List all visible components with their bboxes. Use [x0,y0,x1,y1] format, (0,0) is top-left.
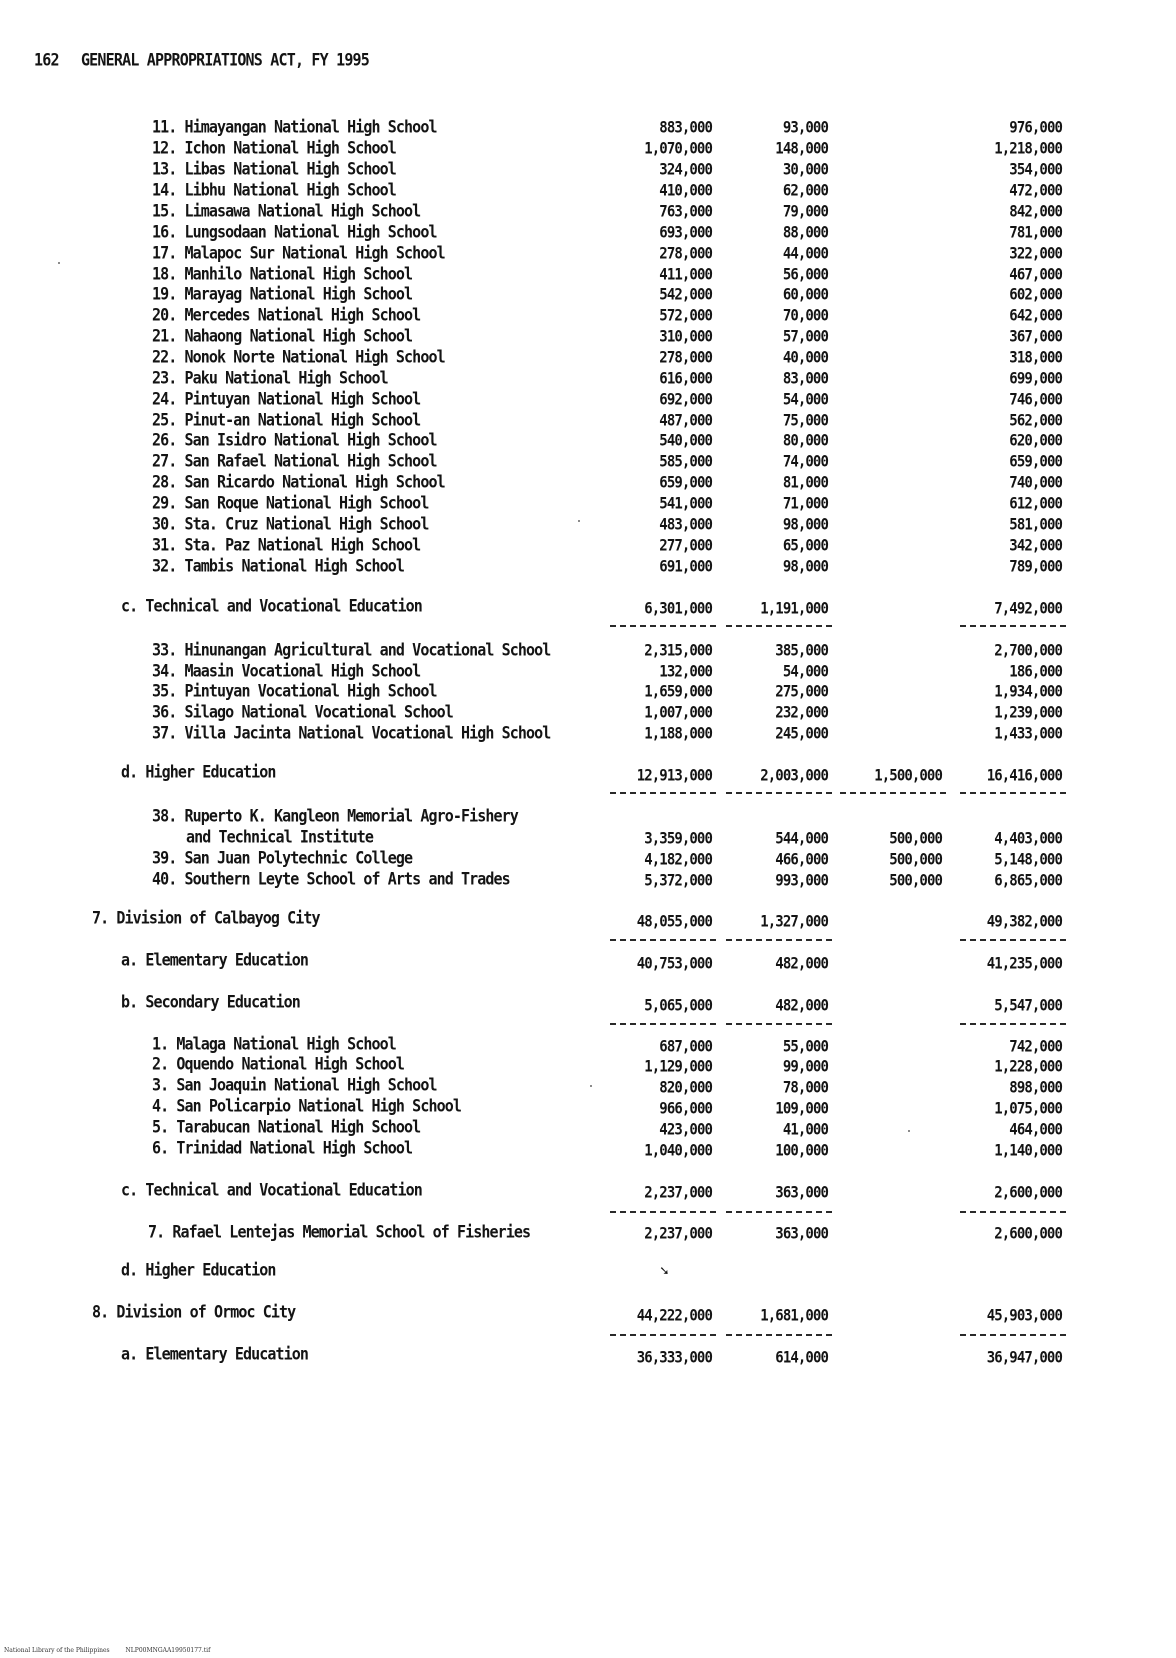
amount-cell: 44,000 [782,245,828,263]
amount-cell: 7,492,000 [994,600,1062,618]
amount-cell: 278,000 [659,349,712,367]
amount-cell: 6,865,000 [994,872,1062,890]
amount-cell: 363,000 [775,1225,828,1243]
row-label: b. Secondary Education [121,992,300,1013]
amount-cell: 487,000 [659,412,712,430]
amount-cell: 81,000 [782,474,828,492]
row-label: 40. Southern Leyte School of Arts and Trades [152,869,510,890]
amount-cell: 83,000 [782,370,828,388]
row-label: 31. Sta. Paz National High School [152,535,421,556]
amount-cell: 781,000 [1009,224,1062,242]
amount-cell: 36,947,000 [986,1349,1062,1367]
amount-cell: 740,000 [1009,474,1062,492]
amount-cell: 541,000 [659,495,712,513]
row-label: 11. Himayangan National High School [152,117,437,138]
row-label: 6. Trinidad National High School [152,1138,413,1159]
page-number: 162 [34,50,59,71]
row-label: a. Elementary Education [121,1344,309,1365]
amount-cell: 542,000 [659,286,712,304]
amount-cell: 363,000 [775,1184,828,1202]
scan-speck [58,262,60,264]
amount-cell: 100,000 [775,1142,828,1160]
row-label: 8. Division of Ormoc City [92,1302,296,1323]
row-label: 30. Sta. Cruz National High School [152,514,429,535]
amount-cell: 5,148,000 [994,851,1062,869]
amount-cell: 692,000 [659,391,712,409]
row-label: and Technical Institute [186,827,374,848]
amount-cell: 540,000 [659,432,712,450]
subtotal-rule [960,1023,1066,1025]
amount-cell: 500,000 [889,851,942,869]
row-label: 23. Paku National High School [152,368,388,389]
amount-cell: 1,070,000 [644,140,712,158]
row-label: d. Higher Education [121,762,276,783]
subtotal-rule [960,1211,1066,1213]
amount-cell: 132,000 [659,663,712,681]
scan-speck [578,520,580,522]
amount-cell: 1,500,000 [874,767,942,785]
row-label: 17. Malapoc Sur National High School [152,243,445,264]
amount-cell: 659,000 [659,474,712,492]
amount-cell: 1,075,000 [994,1100,1062,1118]
amount-cell: 687,000 [659,1038,712,1056]
amount-cell: 2,600,000 [994,1225,1062,1243]
amount-cell: 612,000 [1009,495,1062,513]
amount-cell: 614,000 [775,1349,828,1367]
amount-cell: 500,000 [889,830,942,848]
row-label: 28. San Ricardo National High School [152,472,445,493]
amount-cell: 466,000 [775,851,828,869]
amount-cell: 820,000 [659,1079,712,1097]
amount-cell: 482,000 [775,997,828,1015]
amount-cell: 1,218,000 [994,140,1062,158]
amount-cell: 482,000 [775,955,828,973]
amount-cell: 88,000 [782,224,828,242]
row-label: 20. Mercedes National High School [152,305,421,326]
row-label: 5. Tarabucan National High School [152,1117,421,1138]
row-label: 7. Rafael Lentejas Memorial School of Fisheries [148,1222,531,1243]
amount-cell: 55,000 [782,1038,828,1056]
amount-cell: 6,301,000 [644,600,712,618]
amount-cell: 483,000 [659,516,712,534]
amount-cell: 65,000 [782,537,828,555]
amount-cell: 12,913,000 [636,767,712,785]
amount-cell: 410,000 [659,182,712,200]
amount-cell: 699,000 [1009,370,1062,388]
amount-cell: 1,659,000 [644,683,712,701]
amount-cell: 148,000 [775,140,828,158]
amount-cell: 186,000 [1009,663,1062,681]
amount-cell: 4,182,000 [644,851,712,869]
amount-cell: 98,000 [782,558,828,576]
amount-cell: 41,235,000 [986,955,1062,973]
subtotal-rule [610,1023,716,1025]
amount-cell: 572,000 [659,307,712,325]
amount-cell: 40,000 [782,349,828,367]
amount-cell: 2,003,000 [760,767,828,785]
subtotal-rule [960,625,1066,627]
subtotal-rule [960,939,1066,941]
amount-cell: 693,000 [659,224,712,242]
amount-cell: 883,000 [659,119,712,137]
amount-cell: 44,222,000 [636,1307,712,1325]
amount-cell: 2,237,000 [644,1225,712,1243]
amount-cell: 500,000 [889,872,942,890]
amount-cell: 2,700,000 [994,642,1062,660]
amount-cell: 232,000 [775,704,828,722]
amount-cell: 56,000 [782,266,828,284]
row-label: 32. Tambis National High School [152,556,405,577]
amount-cell: 310,000 [659,328,712,346]
row-label: 2. Oquendo National High School [152,1054,405,1075]
row-label: 35. Pintuyan Vocational High School [152,681,437,702]
amount-cell: 16,416,000 [986,767,1062,785]
subtotal-rule [726,792,832,794]
amount-cell: 36,333,000 [636,1349,712,1367]
amount-cell: 581,000 [1009,516,1062,534]
footer-file: NLP00MNGAA19950177.tif [125,1647,211,1654]
amount-cell: 691,000 [659,558,712,576]
amount-cell: 585,000 [659,453,712,471]
subtotal-rule [726,1334,832,1336]
amount-cell: 40,753,000 [636,955,712,973]
amount-cell: 993,000 [775,872,828,890]
row-label: 39. San Juan Polytechnic College [152,848,413,869]
amount-cell: 278,000 [659,245,712,263]
amount-cell: 602,000 [1009,286,1062,304]
subtotal-rule [840,792,946,794]
amount-cell: 1,934,000 [994,683,1062,701]
amount-cell: 642,000 [1009,307,1062,325]
row-label: 29. San Roque National High School [152,493,429,514]
subtotal-rule [960,792,1066,794]
amount-cell: 48,055,000 [636,913,712,931]
row-label: 27. San Rafael National High School [152,451,437,472]
row-label: 38. Ruperto K. Kangleon Memorial Agro-Fishery [152,806,518,827]
amount-cell: 423,000 [659,1121,712,1139]
amount-cell: 71,000 [782,495,828,513]
amount-cell: 354,000 [1009,161,1062,179]
amount-cell: 1,040,000 [644,1142,712,1160]
amount-cell: 789,000 [1009,558,1062,576]
row-label: 21. Nahaong National High School [152,326,413,347]
amount-cell: 1,681,000 [760,1307,828,1325]
document-title: GENERAL APPROPRIATIONS ACT, FY 1995 [80,50,370,71]
amount-cell: 2,237,000 [644,1184,712,1202]
amount-cell: 1,140,000 [994,1142,1062,1160]
amount-cell: 976,000 [1009,119,1062,137]
amount-cell: 322,000 [1009,245,1062,263]
scan-speck [590,1085,592,1087]
amount-cell: 3,359,000 [644,830,712,848]
page-header [34,50,369,70]
row-label: 1. Malaga National High School [152,1034,396,1055]
amount-cell: 54,000 [782,663,828,681]
amount-cell: 45,903,000 [986,1307,1062,1325]
amount-cell: 5,372,000 [644,872,712,890]
row-label: 15. Limasawa National High School [152,201,421,222]
amount-cell: 1,239,000 [994,704,1062,722]
amount-cell: 659,000 [1009,453,1062,471]
subtotal-rule [960,1334,1066,1336]
amount-cell: 1,433,000 [994,725,1062,743]
amount-cell: 99,000 [782,1058,828,1076]
amount-cell: 1,129,000 [644,1058,712,1076]
amount-cell: 562,000 [1009,412,1062,430]
amount-cell: 898,000 [1009,1079,1062,1097]
amount-cell: 98,000 [782,516,828,534]
amount-cell: 74,000 [782,453,828,471]
amount-cell: 80,000 [782,432,828,450]
amount-cell: 49,382,000 [986,913,1062,931]
amount-cell: 70,000 [782,307,828,325]
row-label: 14. Libhu National High School [152,180,396,201]
row-label: 26. San Isidro National High School [152,430,437,451]
amount-cell: 324,000 [659,161,712,179]
row-label: 36. Silago National Vocational School [152,702,453,723]
subtotal-rule [610,1334,716,1336]
amount-cell: 1,327,000 [760,913,828,931]
amount-cell: 620,000 [1009,432,1062,450]
subtotal-rule [610,792,716,794]
amount-cell: 385,000 [775,642,828,660]
row-label: 12. Ichon National High School [152,138,396,159]
amount-cell: 1,188,000 [644,725,712,743]
amount-cell: 342,000 [1009,537,1062,555]
row-label: 18. Manhilo National High School [152,264,413,285]
amount-cell: 60,000 [782,286,828,304]
row-label: c. Technical and Vocational Education [121,596,422,617]
amount-cell: 544,000 [775,830,828,848]
amount-cell: 275,000 [775,683,828,701]
amount-cell: 616,000 [659,370,712,388]
page-footer [4,1647,224,1654]
row-label: 34. Maasin Vocational High School [152,661,421,682]
row-label: 25. Pinut-an National High School [152,410,421,431]
amount-cell: 318,000 [1009,349,1062,367]
row-label: 7. Division of Calbayog City [92,908,320,929]
amount-cell: 30,000 [782,161,828,179]
amount-cell: 79,000 [782,203,828,221]
row-label: 13. Libas National High School [152,159,396,180]
subtotal-rule [726,625,832,627]
amount-cell: 1,007,000 [644,704,712,722]
row-label: 19. Marayag National High School [152,284,413,305]
subtotal-rule [726,1211,832,1213]
row-label: a. Elementary Education [121,950,309,971]
amount-cell: 54,000 [782,391,828,409]
amount-cell: 1,191,000 [760,600,828,618]
subtotal-rule [726,939,832,941]
amount-cell: 93,000 [782,119,828,137]
amount-cell: 2,600,000 [994,1184,1062,1202]
row-label: 4. San Policarpio National High School [152,1096,461,1117]
row-label: 33. Hinunangan Agricultural and Vocational School [152,640,551,661]
amount-cell: 464,000 [1009,1121,1062,1139]
amount-cell: 472,000 [1009,182,1062,200]
amount-cell: 966,000 [659,1100,712,1118]
amount-cell: 1,228,000 [994,1058,1062,1076]
row-label: 37. Villa Jacinta National Vocational High School [152,723,551,744]
row-label: 3. San Joaquin National High School [152,1075,437,1096]
amount-cell: 62,000 [782,182,828,200]
subtotal-rule [610,939,716,941]
subtotal-rule [726,1023,832,1025]
amount-cell: 57,000 [782,328,828,346]
row-label: d. Higher Education [121,1260,276,1281]
amount-cell: 411,000 [659,266,712,284]
footer-library: National Library of the Philippines [4,1647,110,1654]
row-label: 22. Nonok Norte National High School [152,347,445,368]
amount-cell: 746,000 [1009,391,1062,409]
amount-cell: 5,065,000 [644,997,712,1015]
amount-cell: 742,000 [1009,1038,1062,1056]
subtotal-rule [610,1211,716,1213]
amount-cell: 2,315,000 [644,642,712,660]
amount-cell: 245,000 [775,725,828,743]
amount-cell: 467,000 [1009,266,1062,284]
row-label: 24. Pintuyan National High School [152,389,421,410]
row-label: c. Technical and Vocational Education [121,1180,422,1201]
amount-cell: 75,000 [782,412,828,430]
amount-cell: 41,000 [782,1121,828,1139]
amount-cell: 277,000 [659,537,712,555]
scan-speck [908,1130,910,1132]
amount-cell: 5,547,000 [994,997,1062,1015]
amount-cell: 4,403,000 [994,830,1062,848]
subtotal-rule [610,625,716,627]
amount-cell: 109,000 [775,1100,828,1118]
arrow-mark-icon: ➘ [660,1263,669,1279]
row-label: 16. Lungsodaan National High School [152,222,437,243]
amount-cell: 367,000 [1009,328,1062,346]
amount-cell: 842,000 [1009,203,1062,221]
amount-cell: 763,000 [659,203,712,221]
amount-cell: 78,000 [782,1079,828,1097]
